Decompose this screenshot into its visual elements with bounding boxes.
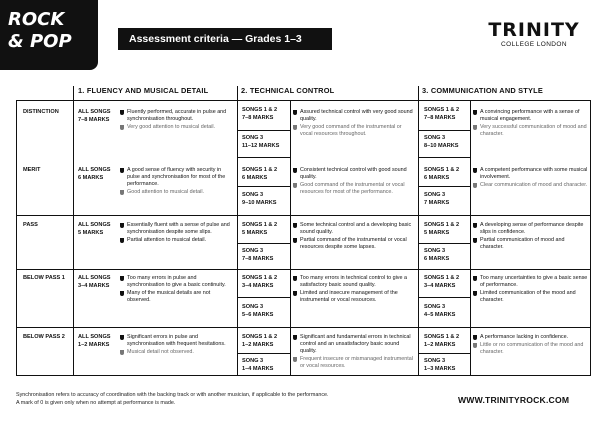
songs-label: SONGS 1 & 2 — [424, 334, 460, 340]
criterion-text: Consistent technical control with good sound quality. — [300, 167, 407, 180]
marks-label: 1–4 MARKS — [242, 366, 274, 372]
criterion-text: A competent performance with some musical involvement. — [480, 167, 588, 180]
cell-divider — [419, 353, 470, 354]
shield-bullet-icon — [120, 291, 124, 296]
criterion-text: Fluently performed, accurate in pulse and synchronisation throughout. — [127, 109, 227, 122]
shield-bullet-icon — [473, 125, 477, 130]
cell-divider — [419, 297, 470, 298]
criterion — [473, 275, 589, 289]
criterion-text: Significant and fundamental errors in technical control and an unsatisfactory basic sound quality. — [300, 334, 411, 354]
marks-label: 1–2 MARKS — [424, 342, 456, 348]
cell-divider — [238, 186, 290, 187]
cell-divider — [238, 353, 290, 354]
criterion-text: Limited and insecure management of the instrumental or vocal resources. — [300, 290, 398, 303]
marks-label: 6 MARKS — [424, 256, 450, 262]
songs-label: ALL SONGS — [78, 222, 111, 228]
criteria-communication-distinction — [473, 109, 589, 139]
criterion — [120, 222, 234, 236]
criterion — [473, 334, 589, 341]
songs-label: SONG 3 — [424, 192, 446, 198]
shield-bullet-icon — [473, 110, 477, 115]
songs-label: SONGS 1 & 2 — [242, 222, 278, 228]
page-title: Assessment criteria — Grades 1–3 — [118, 28, 332, 50]
shield-bullet-icon — [293, 238, 297, 243]
criteria-technical-below-pass-1 — [293, 275, 415, 305]
criterion-text: Too many errors in pulse and synchronisation to give a basic continuity. — [127, 275, 226, 288]
songs-label: ALL SONGS — [78, 275, 111, 281]
column-divider — [290, 100, 291, 376]
shield-bullet-icon — [293, 168, 297, 173]
criterion-text: Very good command of the instrumental or vocal resources throughout. — [300, 124, 402, 137]
criterion-text: Essentially fluent with a sense of pulse and synchronisation despite some slips. — [127, 222, 230, 235]
criterion — [293, 109, 415, 123]
shield-bullet-icon — [120, 168, 124, 173]
cell-divider — [238, 243, 290, 244]
criterion-text: Very good attention to musical detail. — [127, 124, 216, 130]
criterion-text: Many of the musical details are not observed. — [127, 290, 211, 303]
marks-label: 3–4 MARKS — [424, 283, 456, 289]
marks-label: 6 MARKS — [78, 175, 104, 181]
brand-subtitle: COLLEGE LONDON — [501, 41, 567, 48]
criterion — [473, 290, 589, 304]
criterion — [120, 237, 234, 244]
column-header-fluency: 1. FLUENCY AND MUSICAL DETAIL — [78, 86, 209, 95]
marks-label: 4–5 MARKS — [424, 312, 456, 318]
criteria-communication-pass — [473, 222, 589, 252]
marks-label: 6 MARKS — [424, 175, 450, 181]
songs-label: SONG 3 — [242, 248, 264, 254]
songs-label: SONGS 1 & 2 — [242, 107, 278, 113]
marks-label: 1–2 MARKS — [78, 342, 110, 348]
logo-line-1: ROCK — [8, 9, 65, 30]
criteria-technical-merit — [293, 167, 415, 197]
songs-label: SONGS 1 & 2 — [424, 275, 460, 281]
songs-label: SONGS 1 & 2 — [424, 222, 460, 228]
shield-bullet-icon — [120, 335, 124, 340]
footnote — [16, 392, 446, 407]
level-below-pass-2: BELOW PASS 2 — [23, 334, 65, 340]
shield-bullet-icon — [293, 276, 297, 281]
marks-label: 5 MARKS — [242, 230, 268, 236]
shield-bullet-icon — [293, 291, 297, 296]
criteria-technical-pass — [293, 222, 415, 252]
cell-divider — [419, 130, 470, 131]
shield-bullet-icon — [293, 335, 297, 340]
column-header-communication: 3. COMMUNICATION AND STYLE — [422, 86, 543, 95]
shield-bullet-icon — [293, 125, 297, 130]
cell-divider — [419, 157, 470, 158]
criteria-communication-merit — [473, 167, 589, 190]
shield-bullet-icon — [473, 335, 477, 340]
criterion — [473, 342, 589, 356]
criterion — [293, 222, 415, 236]
shield-bullet-icon — [293, 357, 297, 362]
criterion — [473, 124, 589, 138]
criterion — [473, 167, 589, 181]
shield-bullet-icon — [120, 276, 124, 281]
criteria-technical-distinction — [293, 109, 415, 139]
shield-bullet-icon — [120, 190, 124, 195]
criterion — [473, 222, 589, 236]
criterion-text: A convincing performance with a sense of musical engagement. — [480, 109, 580, 122]
cell-divider — [238, 297, 290, 298]
songs-label: SONGS 1 & 2 — [242, 334, 278, 340]
criterion — [293, 182, 415, 196]
logo-line-2: & POP — [8, 31, 72, 52]
songs-label: SONG 3 — [242, 358, 264, 364]
shield-bullet-icon — [120, 350, 124, 355]
songs-label: ALL SONGS — [78, 167, 111, 173]
level-distinction: DISTINCTION — [23, 109, 59, 115]
criterion — [473, 237, 589, 251]
level-merit: MERIT — [23, 167, 41, 173]
marks-label: 3–4 MARKS — [78, 283, 110, 289]
criteria-communication-below-pass-1 — [473, 275, 589, 305]
songs-label: SONG 3 — [424, 248, 446, 254]
column-divider — [73, 86, 74, 376]
criterion-text: Partial communication of mood and character. — [480, 237, 565, 250]
criterion — [120, 189, 234, 196]
row-divider — [16, 215, 591, 216]
criteria-fluency-below-pass-1 — [120, 275, 234, 305]
shield-bullet-icon — [293, 110, 297, 115]
marks-label: 7 MARKS — [424, 200, 450, 206]
criterion — [120, 109, 234, 123]
level-pass: PASS — [23, 222, 38, 228]
songs-label: SONG 3 — [424, 135, 446, 141]
criterion — [293, 290, 415, 304]
songs-label: SONG 3 — [424, 358, 446, 364]
marks-label: 5 MARKS — [424, 230, 450, 236]
shield-bullet-icon — [473, 168, 477, 173]
shield-bullet-icon — [293, 223, 297, 228]
trinity-logo — [478, 20, 590, 49]
criterion-text: Very successful communication of mood and character. — [480, 124, 587, 137]
marks-label: 5 MARKS — [78, 230, 104, 236]
row-divider — [16, 269, 591, 270]
criterion — [120, 167, 234, 188]
criteria-fluency-pass — [120, 222, 234, 245]
footnote-line-1: Synchronisation refers to accuracy of coordination with the backing track or with another musician, if applicable to the performance. — [16, 392, 329, 398]
criterion-text: A developing sense of performance despite slips in confidence. — [480, 222, 584, 235]
level-below-pass-1: BELOW PASS 1 — [23, 275, 65, 281]
marks-label: 7–8 MARKS — [242, 256, 274, 262]
songs-label: SONGS 1 & 2 — [424, 107, 460, 113]
criterion-text: Little or no communication of the mood and character. — [480, 342, 584, 355]
criterion-text: Musical detail not observed. — [127, 349, 194, 355]
criterion — [120, 124, 234, 131]
marks-label: 7–8 MARKS — [242, 115, 274, 121]
shield-bullet-icon — [120, 110, 124, 115]
cell-divider — [238, 157, 290, 158]
criteria-communication-below-pass-2 — [473, 334, 589, 357]
criterion — [293, 356, 415, 370]
cell-divider — [238, 130, 290, 131]
criterion-text: Good command of the instrumental or vocal resources for most of the performance. — [300, 182, 405, 195]
songs-label: SONG 3 — [242, 135, 264, 141]
marks-label: 3–4 MARKS — [242, 283, 274, 289]
criterion — [473, 109, 589, 123]
marks-label: 1–3 MARKS — [424, 366, 456, 372]
marks-label: 7–8 MARKS — [424, 115, 456, 121]
shield-bullet-icon — [473, 291, 477, 296]
shield-bullet-icon — [473, 183, 477, 188]
shield-bullet-icon — [120, 238, 124, 243]
songs-label: SONG 3 — [424, 304, 446, 310]
criterion-text: Good attention to musical detail. — [127, 189, 205, 195]
criteria-fluency-below-pass-2 — [120, 334, 234, 357]
criterion — [293, 237, 415, 251]
songs-label: SONG 3 — [242, 192, 264, 198]
footnote-line-2: A mark of 0 is given only when no attempt at performance is made. — [16, 399, 176, 406]
marks-label: 9–10 MARKS — [242, 200, 277, 206]
shield-bullet-icon — [473, 276, 477, 281]
criterion-text: Assured technical control with very good sound quality. — [300, 109, 413, 122]
criterion — [293, 167, 415, 181]
criterion-text: Frequent insecure or mismanaged instrumental or vocal resources. — [300, 356, 413, 369]
songs-label: SONG 3 — [242, 304, 264, 310]
shield-bullet-icon — [473, 223, 477, 228]
marks-label: 7–8 MARKS — [78, 117, 110, 123]
criteria-fluency-distinction — [120, 109, 234, 132]
criterion — [120, 290, 234, 304]
criterion-text: Significant errors in pulse and synchronisation with frequent hesitations. — [127, 334, 226, 347]
songs-label: ALL SONGS — [78, 109, 111, 115]
criterion — [293, 124, 415, 138]
criterion-text: Limited communication of the mood and character. — [480, 290, 576, 303]
songs-label: SONGS 1 & 2 — [242, 275, 278, 281]
criterion-text: Partial attention to musical detail. — [127, 237, 207, 243]
column-divider — [470, 100, 471, 376]
criterion — [293, 334, 415, 355]
rock-pop-logo — [0, 0, 98, 70]
criterion — [293, 275, 415, 289]
criterion — [473, 182, 589, 189]
shield-bullet-icon — [293, 183, 297, 188]
criterion-text: Clear communication of mood and character. — [480, 182, 588, 188]
cell-divider — [419, 186, 470, 187]
songs-label: ALL SONGS — [78, 334, 111, 340]
criterion-text: Too many uncertainties to give a basic sense of performance. — [480, 275, 588, 288]
shield-bullet-icon — [473, 238, 477, 243]
criteria-fluency-merit — [120, 167, 234, 197]
shield-bullet-icon — [120, 125, 124, 130]
criterion — [120, 275, 234, 289]
marks-label: 8–10 MARKS — [424, 143, 459, 149]
column-header-technical: 2. TECHNICAL CONTROL — [241, 86, 335, 95]
criterion-text: A performance lacking in confidence. — [480, 334, 569, 340]
criteria-technical-below-pass-2 — [293, 334, 415, 371]
marks-label: 1–2 MARKS — [242, 342, 274, 348]
criterion-text: Some technical control and a developing basic sound quality. — [300, 222, 412, 235]
songs-label: SONGS 1 & 2 — [242, 167, 278, 173]
marks-label: 11–12 MARKS — [242, 143, 280, 149]
songs-label: SONGS 1 & 2 — [424, 167, 460, 173]
brand-name: TRINITY — [488, 19, 580, 41]
criterion-text: A good sense of fluency with security in pulse and synchronisation for most of the performance. — [127, 167, 226, 187]
shield-bullet-icon — [473, 343, 477, 348]
criterion-text: Partial command of the instrumental or vocal resources despite some lapses. — [300, 237, 407, 250]
website-link[interactable]: WWW.TRINITYROCK.COM — [458, 395, 570, 405]
marks-label: 5–6 MARKS — [242, 312, 274, 318]
cell-divider — [419, 243, 470, 244]
criterion-text: Too many errors in technical control to give a satisfactory basic sound quality. — [300, 275, 407, 288]
criterion — [120, 349, 234, 356]
row-divider — [16, 327, 591, 328]
criterion — [120, 334, 234, 348]
marks-label: 6 MARKS — [242, 175, 268, 181]
shield-bullet-icon — [120, 223, 124, 228]
